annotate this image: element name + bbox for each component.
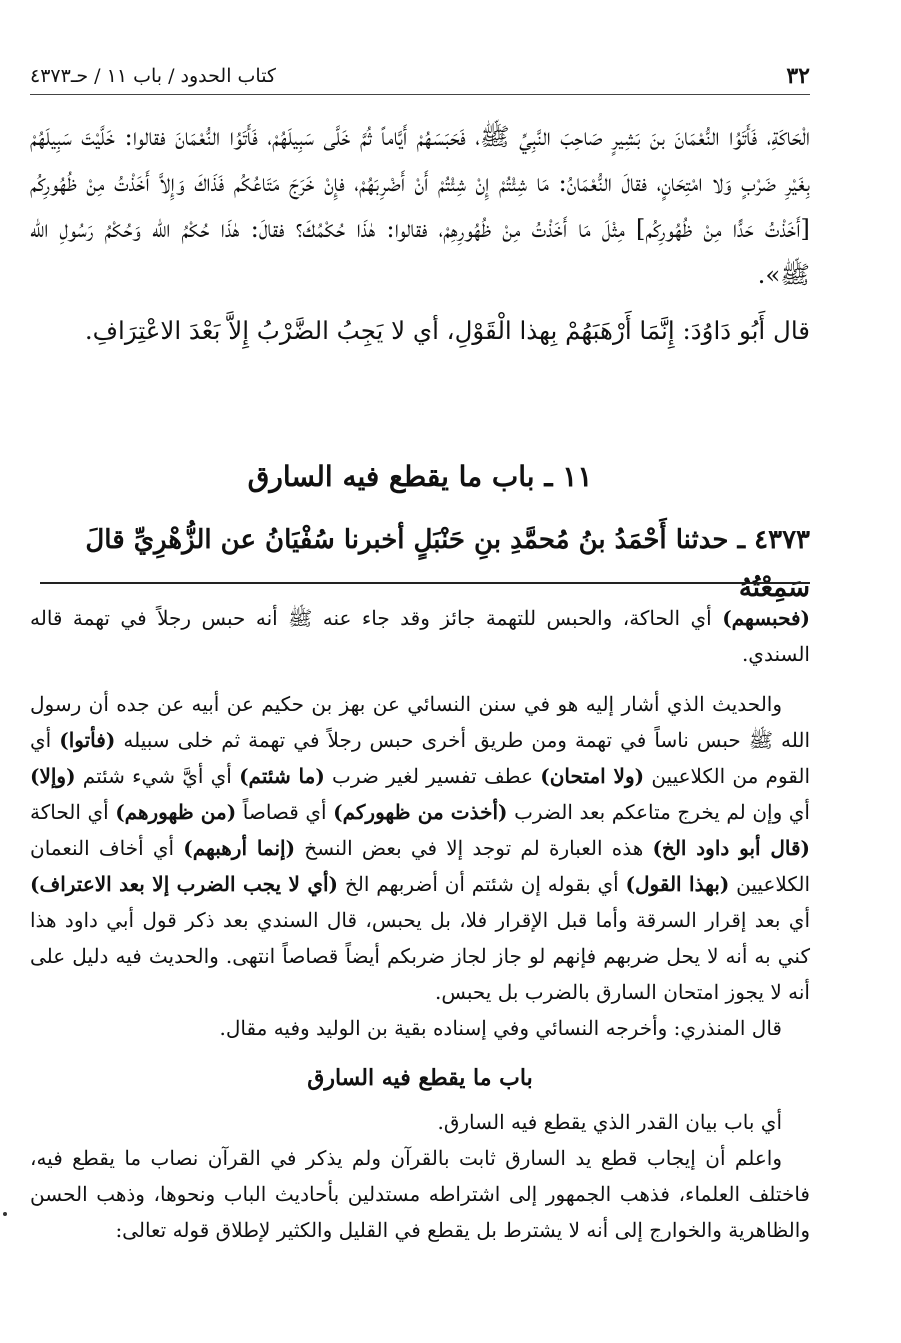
- mundhiri-note: قال المنذري: وأخرجه النسائي وفي إسناده بقية بن الوليد وفيه مقال.: [219, 1016, 782, 1040]
- commentary-term: (بهذا القول): [625, 872, 730, 896]
- chapter-heading: ١١ ـ باب ما يقطع فيه السارق: [247, 460, 593, 493]
- commentary-chapter-heading: باب ما يقطع فيه السارق: [307, 1065, 533, 1091]
- commentary-term: (أخذت من ظهوركم): [333, 800, 508, 824]
- running-title: كتاب الحدود / باب ١١ / حـ٤٣٧٣: [30, 65, 276, 87]
- commentary-text: أي بقوله إن شئتم أن أضربهم الخ: [344, 872, 619, 896]
- commentary-paragraph: [30, 686, 810, 1010]
- footnote-separator: [40, 582, 810, 584]
- commentary-text: أي وإن لم يخرج متاعكم بعد الضرب: [514, 800, 810, 824]
- page-number: ٣٢: [786, 63, 810, 89]
- commentary-term: (وإلا): [30, 764, 76, 788]
- commentary-term: (أي لا يجب الضرب إلا بعد الاعتراف): [30, 872, 339, 896]
- commentary-text: أي قصاصاً: [242, 800, 327, 824]
- commentary-term: (إنما أرهبهم): [183, 836, 296, 860]
- page-header: [30, 58, 810, 95]
- commentary-paragraph: واعلم أن إيجاب قطع يد السارق ثابت بالقرآن ولم يذكر في القرآن نصاب ما يقطع فيه، فاختلف العلماء، فذهب الجمهور إلى اشتراطه مستدلين بأحاديث الباب ونحوها، وذهب الحسن والظاهرية والخوارج إلى أنه لا يشترط بل يقطع في القليل والكثير لإطلاق قوله تعالى:: [30, 1146, 810, 1242]
- hadith-text: [30, 114, 810, 354]
- commentary-text: هذه العبارة لم توجد إلا في بعض النسخ: [304, 836, 644, 860]
- commentary-term: (فأتوا): [59, 728, 116, 752]
- commentary-text: أي القوم من الكلاعيين: [30, 728, 811, 788]
- abu-dawud-comment: قال أَبُو دَاوُدَ: إِنَّمَا أَرْهَبَهُمْ بِهذا الْقَوْلِ، أي لا يَجِبُ الضَّرْبُ إِلاَّ بَعْدَ الاعْتِرَافِ.: [84, 316, 810, 345]
- commentary-text: أي أخاف النعمان الكلاعيين: [30, 836, 811, 896]
- commentary-term: (ما شئتم): [239, 764, 325, 788]
- commentary-paragraph: أي باب بيان القدر الذي يقطع فيه السارق.: [437, 1110, 782, 1134]
- commentary-term: (من ظهورهم): [115, 800, 237, 824]
- document-page: [30, 0, 810, 1343]
- stray-ink-dot: [3, 1212, 7, 1216]
- commentary-text: أي الحاكة: [30, 800, 109, 824]
- commentary-term: (قال أبو داود الخ): [652, 836, 811, 860]
- commentary-term: (ولا امتحان): [540, 764, 645, 788]
- commentary-text: أي بعد إقرار السرقة وأما قبل الإقرار فلا، بل يحبس، قال السندي بعد ذكر قول أبي داود هذا كني به أنه لا يحل ضربهم فإنهم لو جاز لجاز ضربكم أيضاً قصاصاً انتهى. والحديث فيه دليل على أنه لا يجوز امتحان السارق بالضرب بل يحبس.: [30, 908, 810, 1004]
- commentary-section: [30, 600, 810, 1248]
- commentary-text: أي الحاكة، والحبس للتهمة جائز وقد جاء عنه ﷺ أنه حبس رجلاً في تهمة قاله السندي.: [30, 606, 810, 666]
- commentary-term: (فحبسهم): [722, 606, 811, 630]
- commentary-text: أي أيَّ شيء شئتم: [82, 764, 232, 788]
- commentary-text: والحديث الذي أشار إليه هو في سنن النسائي عن بهز بن حكيم عن أبيه عن جده أن رسول الله ﷺ حبس ناساً في تهمة ومن طريق أخرى حبس رجلاً في تهمة ثم خلى سبيله: [30, 692, 811, 752]
- hadith-opening: ٤٣٧٣ ـ حدثنا أَحْمَدُ بنُ مُحمَّدِ بنِ حَنْبَلٍ أخبرنا سُفْيَانُ عن الزُّهْرِيِّ قالَ سَمِعْتُهُ: [85, 525, 810, 603]
- commentary-text: عطف تفسير لغير ضرب: [332, 764, 534, 788]
- commentary-paragraph: [30, 600, 810, 672]
- hadith-paragraph: الْحَاكَةِ، فَأَتَوُا النُّعْمَانَ بنَ بَشِيرٍ صَاحِبَ النَّبِيِّ ﷺ، فَحَبَسَهُمْ أَيَّاماً ثُمَّ خَلَّى سَبِيلَهُمْ، فَأَتَوُا النُّعْمَانَ فقالوا: خَلَّيْتَ سَبِيلَهُمْ بِغَيْرِ ضَرْبٍ وَلا امْتِحَانٍ، فقالَ النُّعْمَانُ: مَا شِئْتُمْ إِنْ شِئْتُمْ أَنْ أَضْرِبَهُمْ، فإِنْ خَرَجَ مَتَاعُكُم فَذَاكَ وَإِلاَّ أَخَذْتُ مِنْ ظُهُورِكُم [أَخَذْتُ حَدًّا مِنْ ظُهُورِكُم] مِثْلَ مَا أَخَذْتُ مِنْ ظُهُورِهِمْ، فقالوا: هٰذَا حُكْمُكَ؟ فقالَ: هٰذَا حُكْمُ الله وَحُكْمُ رَسُولِ الله ﷺ».: [30, 122, 810, 289]
